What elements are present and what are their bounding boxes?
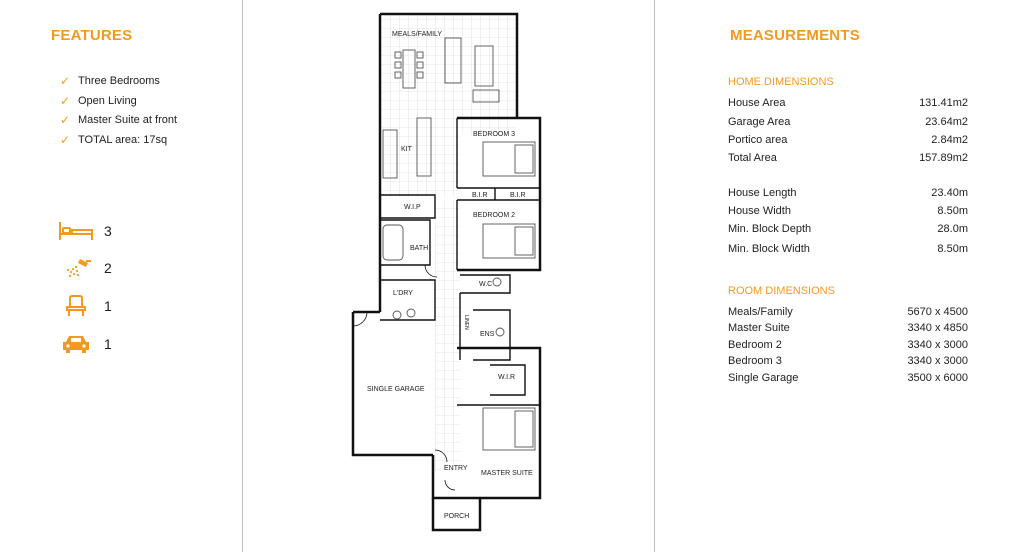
stat-bathrooms: 2 xyxy=(58,257,112,279)
room-label-single-garage: SINGLE GARAGE xyxy=(367,386,425,393)
home-dimensions-heading: HOME DIMENSIONS xyxy=(728,76,834,88)
measurements-heading: MEASUREMENTS xyxy=(730,27,860,44)
room-label-kit: KIT xyxy=(401,146,412,153)
left-divider xyxy=(242,0,243,552)
tiled-floor-hall xyxy=(435,200,460,470)
room-dim-row: Bedroom 3 3340 x 3000 xyxy=(728,355,968,367)
room-dim-row: Meals/Family 5670 x 4500 xyxy=(728,306,968,318)
chair-icon xyxy=(58,295,94,317)
room-label-meals-family: MEALS/FAMILY xyxy=(392,31,443,38)
room-label-bir2: B.I.R xyxy=(510,192,526,199)
home-dim-row: House Width 8.50m xyxy=(728,205,968,217)
room-label-porch: PORCH xyxy=(444,513,470,520)
shower-icon xyxy=(58,257,94,279)
feature-item: ✓ TOTAL area: 17sq xyxy=(60,131,177,151)
room-dim-row: Master Suite 3340 x 4850 xyxy=(728,322,968,334)
feature-item: ✓ Master Suite at front xyxy=(60,111,177,131)
right-divider xyxy=(654,0,655,552)
feature-item: ✓ Open Living xyxy=(60,92,177,112)
room-label-bath: BATH xyxy=(410,245,429,252)
check-icon: ✓ xyxy=(60,132,71,147)
home-dim-row: Portico area 2.84m2 xyxy=(728,134,968,146)
stat-living: 1 xyxy=(58,295,112,317)
room-label-wip: W.I.P xyxy=(404,204,421,211)
feature-item: ✓ Three Bedrooms xyxy=(60,72,177,92)
floor-plan xyxy=(345,10,555,540)
home-dim-row: Garage Area 23.64m2 xyxy=(728,116,968,128)
room-label-master-suite: MASTER SUITE xyxy=(481,470,533,477)
check-icon: ✓ xyxy=(60,93,71,108)
room-label-linen: LINEN xyxy=(463,315,469,330)
features-list xyxy=(60,72,177,150)
room-label-bir1: B.I.R xyxy=(472,192,488,199)
home-dim-row: House Length 23.40m xyxy=(728,187,968,199)
room-label-wir: W.I.R xyxy=(498,374,516,381)
room-label-entry: ENTRY xyxy=(444,465,468,472)
room-dim-row: Single Garage 3500 x 6000 xyxy=(728,372,968,384)
home-dim-row: House Area 131.41m2 xyxy=(728,97,968,109)
check-icon: ✓ xyxy=(60,113,71,127)
home-dim-row: Min. Block Width 8.50m xyxy=(728,243,968,255)
features-heading: FEATURES xyxy=(51,27,133,44)
stat-bedrooms: 3 xyxy=(58,220,112,242)
home-dim-row: Total Area 157.89m2 xyxy=(728,152,968,164)
room-dim-row: Bedroom 2 3340 x 3000 xyxy=(728,339,968,351)
room-dimensions-heading: ROOM DIMENSIONS xyxy=(728,285,835,297)
bed-icon xyxy=(58,220,94,242)
stat-garage: 1 xyxy=(58,333,112,355)
room-label-bedroom3: BEDROOM 3 xyxy=(473,131,516,138)
room-label-ldry: L'DRY xyxy=(393,290,413,297)
room-label-ens: ENS xyxy=(480,331,495,338)
check-icon: ✓ xyxy=(60,74,71,88)
home-dim-row: Min. Block Depth 28.0m xyxy=(728,223,968,235)
room-label-wc: W.C xyxy=(479,281,493,288)
room-label-bedroom2: BEDROOM 2 xyxy=(473,212,516,219)
car-icon xyxy=(58,333,94,355)
tiled-floor-kitchen xyxy=(382,135,460,197)
